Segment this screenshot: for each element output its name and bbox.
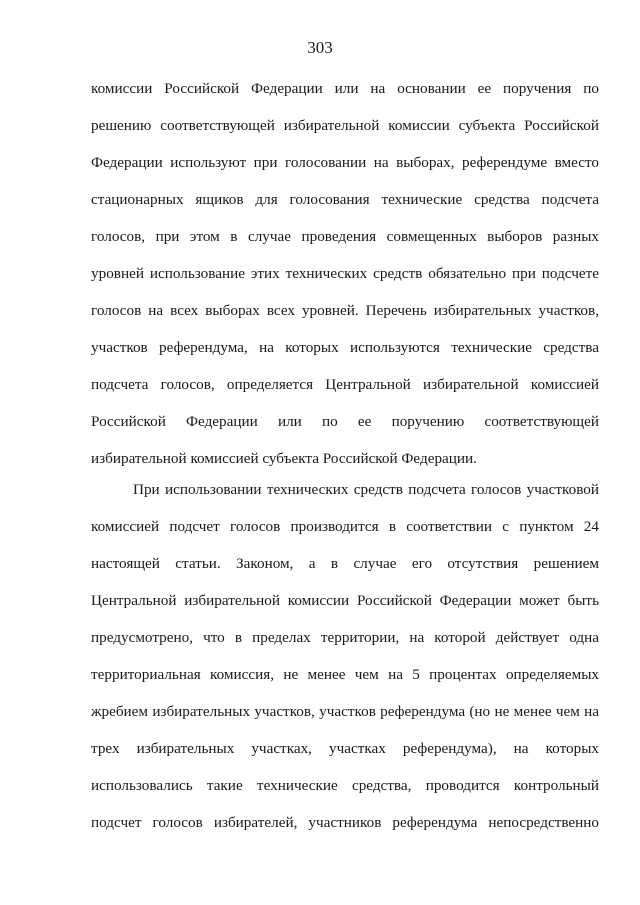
text-line: решению соответствующей избирательной комиссии субъекта Российской — [91, 117, 599, 134]
text-line: подсчета голосов, определяется Центральной избирательной комиссией — [91, 376, 599, 393]
text-line: избирательной комиссией субъекта Российской Федерации. — [91, 450, 477, 467]
page-number: 303 — [307, 38, 333, 57]
text-line: уровней использование этих технических средств обязательно при подсчете — [91, 265, 599, 282]
text-line: Федерации используют при голосовании на выборах, референдуме вместо — [91, 154, 599, 171]
text-line: голосов, при этом в случае проведения совмещенных выборов разных — [91, 228, 599, 245]
text-line: трех избирательных участках, участках референдума), на которых — [91, 740, 599, 757]
text-line: Центральной избирательной комиссии Российской Федерации может быть — [91, 592, 599, 609]
text-line: Российской Федерации или по ее поручению соответствующей — [91, 413, 599, 430]
text-line: участков референдума, на которых используются технические средства — [91, 339, 599, 356]
text-line: комиссии Российской Федерации или на основании ее поручения по — [91, 80, 599, 97]
text-line: использовались такие технические средства, проводится контрольный — [91, 777, 599, 794]
paragraph-2 — [91, 471, 599, 841]
text-line: жребием избирательных участков, участков референдума (но не менее чем на — [91, 703, 599, 720]
text-line: территориальная комиссия, не менее чем на 5 процентах определяемых — [91, 666, 599, 683]
text-line: предусмотрено, что в пределах территории, на которой действует одна — [91, 629, 599, 646]
text-line: стационарных ящиков для голосования технические средства подсчета — [91, 191, 599, 208]
text-line: комиссией подсчет голосов производится в соответствии с пунктом 24 — [91, 518, 599, 535]
paragraph-1 — [91, 70, 599, 477]
text-line: голосов на всех выборах всех уровней. Перечень избирательных участков, — [91, 302, 599, 319]
text-line: настоящей статьи. Законом, а в случае его отсутствия решением — [91, 555, 599, 572]
text-line: подсчет голосов избирателей, участников референдума непосредственно — [91, 814, 599, 831]
text-line: При использовании технических средств подсчета голосов участковой — [133, 481, 599, 498]
